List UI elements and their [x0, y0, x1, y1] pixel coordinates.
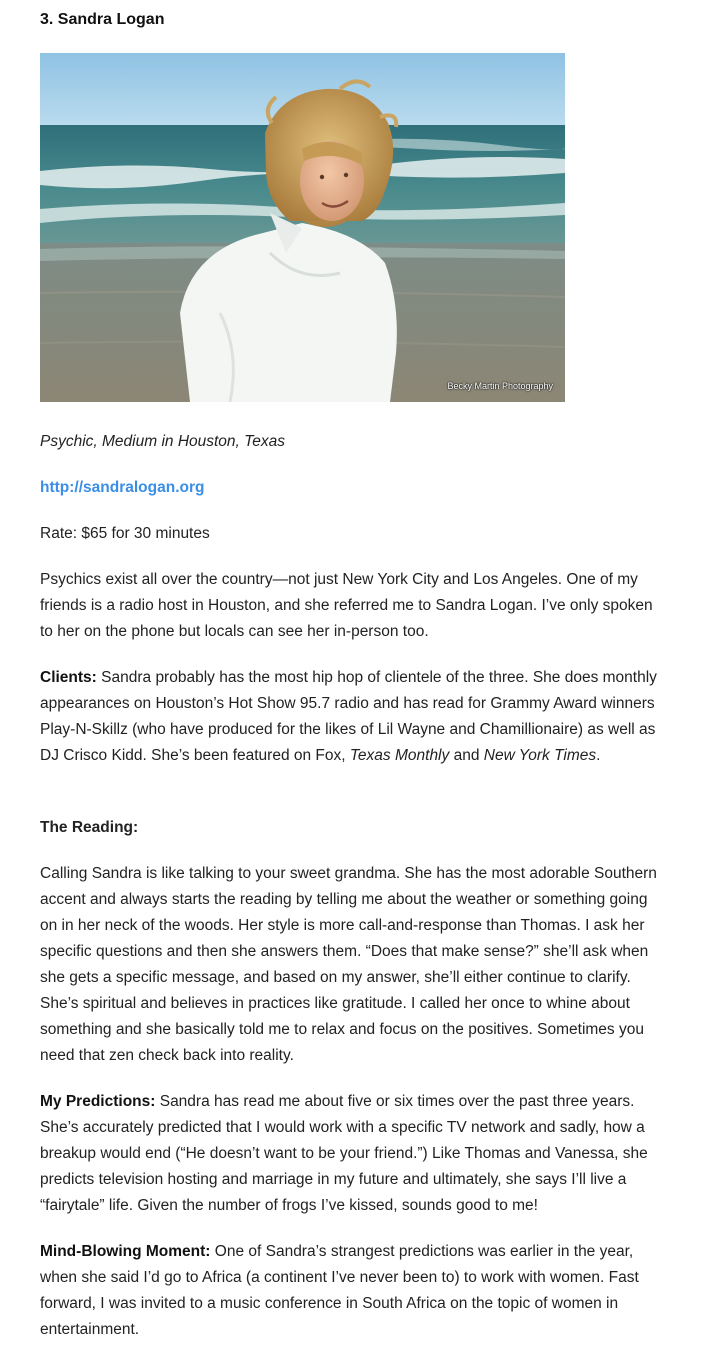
site-link-container — [40, 475, 665, 501]
new-york-times: New York Times — [483, 747, 597, 764]
clients-text: Sandra probably has the most hip hop of clientele of the three. She does monthly appearances on Houston’s Hot Show 95.7 radio and has read for Grammy Award winners Play-N-Skillz (who have produced for the likes of Lil Wayne and Chamillionaire) as well as DJ Crisco Kidd. She’s been featured on Fox, — [40, 669, 657, 764]
predictions-label: My Predictions: — [40, 1093, 156, 1110]
clients-label: Clients: — [40, 669, 97, 686]
clients-paragraph — [40, 665, 665, 769]
rate-text: Rate: $65 for 30 minutes — [40, 525, 210, 542]
photo-credit: Becky Martin Photography — [447, 381, 553, 391]
reading-paragraph: Calling Sandra is like talking to your sweet grandma. She has the most adorable Southern accent and always starts the reading by telling me about the weather or something going on in her neck of the woods. Her style is more call-and-response than Thomas. I ask her specific questions and then she answers them. “Does that make sense?” she’ll ask when she gets a specific message, and based on my answer, she’ll either continue to clarify. She’s spiritual and believes in practices like gratitude. I called her once to whine about something and she basically told me to relax and focus on the positives. Sometimes you need that zen check back into reality. — [40, 865, 657, 1064]
clients-end: . — [596, 747, 601, 764]
subtitle: Psychic, Medium in Houston, Texas — [40, 433, 285, 450]
reading-heading: The Reading: — [40, 819, 139, 836]
section-heading: 3. Sandra Logan — [40, 11, 165, 28]
predictions-paragraph — [40, 1089, 665, 1219]
predictions-text: Sandra has read me about five or six times over the past three years. She’s accurately predicted that I would work with a specific TV network and sadly, how a breakup would end (“He doesn’t want to be your friend.”) Like Thomas and Vanessa, she predicts television hosting and marriage in my future and ultimately, she says I’ll live a “fairytale” life. Given the number of frogs I’ve kissed, sounds good to me! — [40, 1093, 648, 1214]
moment-label: Mind-Blowing Moment: — [40, 1243, 211, 1260]
intro-paragraph: Psychics exist all over the country—not just New York City and Los Angeles. One of my friends is a radio host in Houston, and she referred me to Sandra Logan. I’ve only spoken to her on the phone but locals can see her in-person too. — [40, 571, 653, 640]
website-link[interactable]: http://sandralogan.org — [40, 479, 205, 496]
texas-monthly: Texas Monthly — [349, 747, 450, 764]
moment-paragraph — [40, 1239, 665, 1343]
moment-text: One of Sandra’s strangest predictions was earlier in the year, when she said I’d go to Africa (a continent I’ve never been to) to work with women. Fast forward, I was invited to a music conference in South Africa on the topic of women in entertainment. — [40, 1243, 639, 1338]
clients-and: and — [449, 747, 484, 764]
profile-photo — [40, 53, 565, 402]
